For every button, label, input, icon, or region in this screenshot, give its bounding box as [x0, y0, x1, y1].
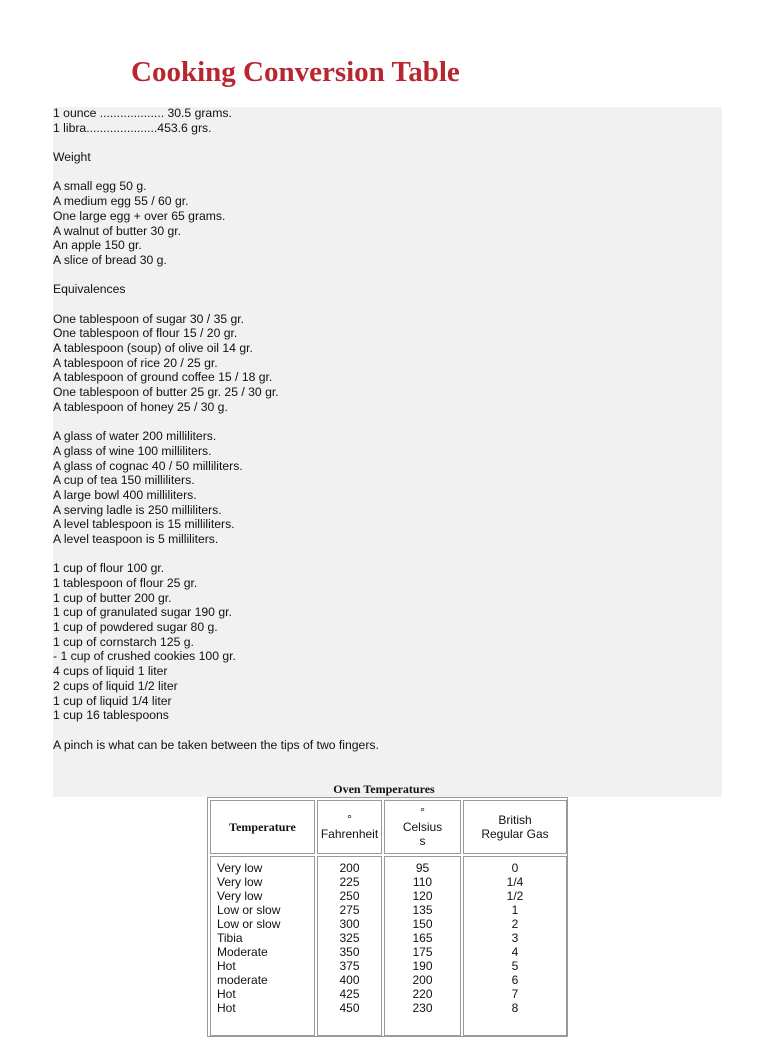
text-line: 1 cup of butter 200 gr. [53, 590, 172, 605]
header-fahrenheit [317, 800, 382, 854]
text-line: One tablespoon of butter 25 gr. 25 / 30 gr. [53, 385, 279, 400]
text-line: 1 ounce ................... 30.5 grams. [53, 106, 232, 120]
row-celsius: 135 [412, 903, 433, 917]
row-gas-mark: 1/4 [506, 875, 524, 889]
row-temperature-label: Tibia [217, 931, 243, 945]
text-line: A cup of tea 150 milliliters. [53, 473, 195, 488]
text-line: 4 cups of liquid 1 liter [53, 664, 168, 679]
row-fahrenheit: 300 [339, 917, 360, 931]
row-temperature-label: moderate [217, 973, 268, 987]
header-celsius-label: Celsius s [402, 820, 443, 848]
row-celsius: 110 [412, 875, 433, 889]
header-celsius [384, 800, 461, 854]
text-line: A level teaspoon is 5 milliliters. [53, 531, 219, 546]
text-line: One tablespoon of sugar 30 / 35 gr. [53, 311, 245, 326]
text-line: Equivalences [53, 282, 126, 297]
page-title: Cooking Conversion Table [131, 56, 460, 88]
text-line: A small egg 50 g. [53, 179, 147, 194]
text-line: A glass of water 200 milliliters. [53, 429, 217, 444]
row-gas-mark: 5 [511, 959, 519, 973]
header-british-gas: British Regular Gas [463, 800, 567, 854]
text-line: 1 tablespoon of flour 25 gr. [53, 576, 198, 590]
text-line: Weight [53, 150, 91, 165]
row-gas-mark: 3 [511, 931, 519, 945]
header-temperature: Temperature [210, 800, 315, 854]
row-fahrenheit: 425 [339, 987, 360, 1001]
row-celsius: 165 [412, 931, 433, 945]
row-fahrenheit: 275 [339, 903, 360, 917]
text-line: A glass of wine 100 milliliters. [53, 443, 212, 458]
row-celsius: 150 [412, 917, 433, 931]
row-fahrenheit: 325 [339, 931, 360, 945]
oven-table-caption: Oven Temperatures [333, 782, 435, 796]
row-gas-mark: 7 [511, 987, 519, 1001]
blank-line [53, 723, 379, 738]
row-fahrenheit: 450 [339, 1001, 360, 1015]
text-line: 1 cup of powdered sugar 80 g. [53, 620, 218, 635]
text-line: A slice of bread 30 g. [53, 252, 167, 267]
text-line: 1 libra.....................453.6 grs. [53, 120, 212, 135]
blank-line [53, 165, 379, 180]
text-line: A glass of cognac 40 / 50 milliliters. [53, 458, 243, 473]
row-temperature-label: Very low [217, 889, 263, 903]
row-temperature-label: Moderate [217, 945, 268, 959]
text-line: A medium egg 55 / 60 gr. [53, 194, 189, 209]
blank-line [53, 135, 379, 150]
row-gas-mark: 6 [511, 973, 519, 987]
row-fahrenheit: 375 [339, 959, 360, 973]
row-fahrenheit: 400 [339, 973, 360, 987]
row-temperature-label: Hot [217, 987, 236, 1001]
text-line: 1 cup of granulated sugar 190 gr. [53, 605, 232, 620]
row-fahrenheit: 225 [339, 875, 360, 889]
text-line: 1 cup of flour 100 gr. [53, 561, 165, 576]
row-gas-mark: 2 [511, 917, 519, 931]
column-celsius-values [384, 856, 461, 1036]
row-celsius: 200 [412, 973, 433, 987]
text-line: - 1 cup of crushed cookies 100 gr. [53, 649, 236, 664]
row-fahrenheit: 350 [339, 945, 360, 959]
oven-temperatures-table [207, 797, 568, 1037]
row-celsius: 220 [412, 987, 433, 1001]
text-line: A tablespoon of ground coffee 15 / 18 gr. [53, 370, 273, 385]
row-celsius: 175 [412, 945, 433, 959]
row-celsius: 120 [412, 889, 433, 903]
conversion-text-block [53, 106, 379, 752]
row-gas-mark: 0 [511, 861, 519, 875]
text-line: A walnut of butter 30 gr. [53, 223, 182, 238]
blank-line [53, 268, 379, 283]
text-line: A tablespoon of honey 25 / 30 g. [53, 399, 228, 414]
text-line: A level tablespoon is 15 milliliters. [53, 517, 235, 532]
header-fahrenheit-label: Fahrenheit [320, 827, 379, 841]
blank-line [53, 297, 379, 312]
degree-symbol: ° [347, 812, 352, 826]
text-line: A serving ladle is 250 milliliters. [53, 502, 222, 517]
text-line: 1 cup 16 tablespoons [53, 708, 169, 723]
text-line: 2 cups of liquid 1/2 liter [53, 678, 178, 693]
row-fahrenheit: 200 [339, 861, 360, 875]
column-fahrenheit-values [317, 856, 382, 1036]
text-line: A large bowl 400 milliliters. [53, 487, 197, 502]
row-celsius: 190 [412, 959, 433, 973]
row-temperature-label: Very low [217, 861, 263, 875]
degree-symbol: ° [420, 805, 425, 819]
row-temperature-label: Low or slow [217, 903, 281, 917]
text-line: An apple 150 gr. [53, 238, 142, 253]
row-temperature-label: Hot [217, 1001, 236, 1015]
row-temperature-label: Hot [217, 959, 236, 973]
column-temperature-labels [210, 856, 315, 1036]
row-gas-mark: 1 [511, 903, 519, 917]
blank-line [53, 414, 379, 429]
row-gas-mark: 1/2 [506, 889, 524, 903]
text-line: 1 cup of liquid 1/4 liter [53, 693, 172, 708]
row-gas-mark: 4 [511, 945, 519, 959]
column-gas-values [463, 856, 567, 1036]
row-gas-mark: 8 [511, 1001, 519, 1015]
text-line: A pinch is what can be taken between the tips of two fingers. [53, 737, 379, 752]
text-line: One tablespoon of flour 15 / 20 gr. [53, 326, 238, 341]
blank-line [53, 547, 379, 562]
text-line: One large egg + over 65 grams. [53, 208, 226, 223]
text-line: A tablespoon of rice 20 / 25 gr. [53, 355, 218, 370]
row-temperature-label: Very low [217, 875, 263, 889]
row-celsius: 95 [415, 861, 430, 875]
row-fahrenheit: 250 [339, 889, 360, 903]
text-line: A tablespoon (soup) of olive oil 14 gr. [53, 341, 253, 355]
row-temperature-label: Low or slow [217, 917, 281, 931]
text-line: 1 cup of cornstarch 125 g. [53, 634, 194, 649]
row-celsius: 230 [412, 1001, 433, 1015]
